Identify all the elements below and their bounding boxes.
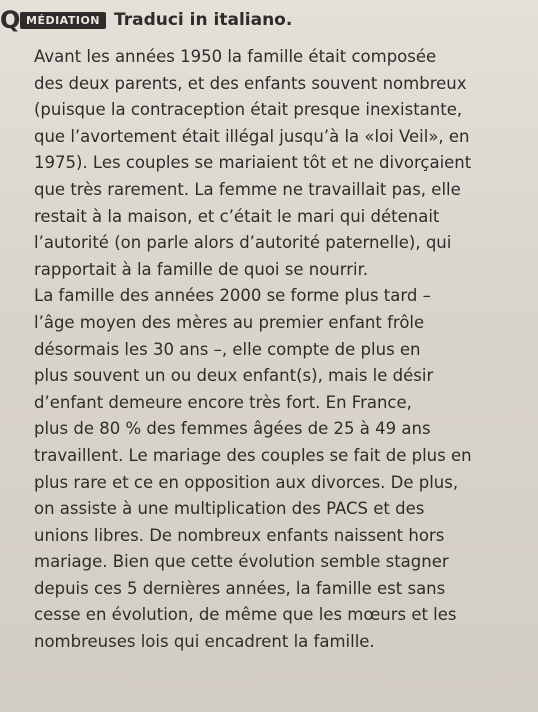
text-line: nombreuses lois qui encadrent la famille. <box>34 632 375 652</box>
text-line: depuis ces 5 dernières années, la famille est sans <box>34 578 446 598</box>
mediation-badge: MÉDIATION <box>20 12 106 29</box>
text-line: l’âge moyen des mères au premier enfant frôle <box>34 312 425 332</box>
text-line: des deux parents, et des enfants souvent nombreux <box>34 73 467 93</box>
text-line: 1975). Les couples se mariaient tôt et ne divorçaient <box>34 153 472 173</box>
text-line: cesse en évolution, de même que les mœurs et les <box>34 605 457 625</box>
question-marker: Q <box>0 6 21 34</box>
text-line: plus rare et ce en opposition aux divorces. De plus, <box>34 472 459 492</box>
exercise-instruction: Traduci in italiano. <box>114 10 293 30</box>
text-line: que l’avortement était illégal jusqu’à la «loi Veil», en <box>34 126 470 146</box>
text-line: La famille des années 2000 se forme plus tard – <box>34 286 431 306</box>
paragraph-1 <box>34 44 534 283</box>
text-line: (puisque la contraception était presque inexistante, <box>34 100 463 120</box>
text-line: restait à la maison, et c’était le mari qui détenait <box>34 206 440 226</box>
text-line: unions libres. De nombreux enfants naissent hors <box>34 525 445 545</box>
text-line: travaillent. Le mariage des couples se fait de plus en <box>34 445 472 465</box>
text-line: on assiste à une multiplication des PACS et des <box>34 499 425 519</box>
text-line: rapportait à la famille de quoi se nourrir. <box>34 259 369 279</box>
text-line: l’autorité (on parle alors d’autorité paternelle), qui <box>34 233 452 253</box>
text-line: mariage. Bien que cette évolution semble stagner <box>34 552 449 572</box>
text-line: désormais les 30 ans –, elle compte de plus en <box>34 339 421 359</box>
text-line: Avant les années 1950 la famille était composée <box>34 47 437 66</box>
text-line: d’enfant demeure encore très fort. En France, <box>34 392 412 412</box>
text-line: plus de 80 % des femmes âgées de 25 à 49 ans <box>34 419 431 439</box>
exercise-header <box>20 10 292 30</box>
french-text <box>34 44 534 656</box>
text-line: que très rarement. La femme ne travaillait pas, elle <box>34 179 461 199</box>
paragraph-2 <box>34 283 534 655</box>
text-line: plus souvent un ou deux enfant(s), mais le désir <box>34 366 434 386</box>
